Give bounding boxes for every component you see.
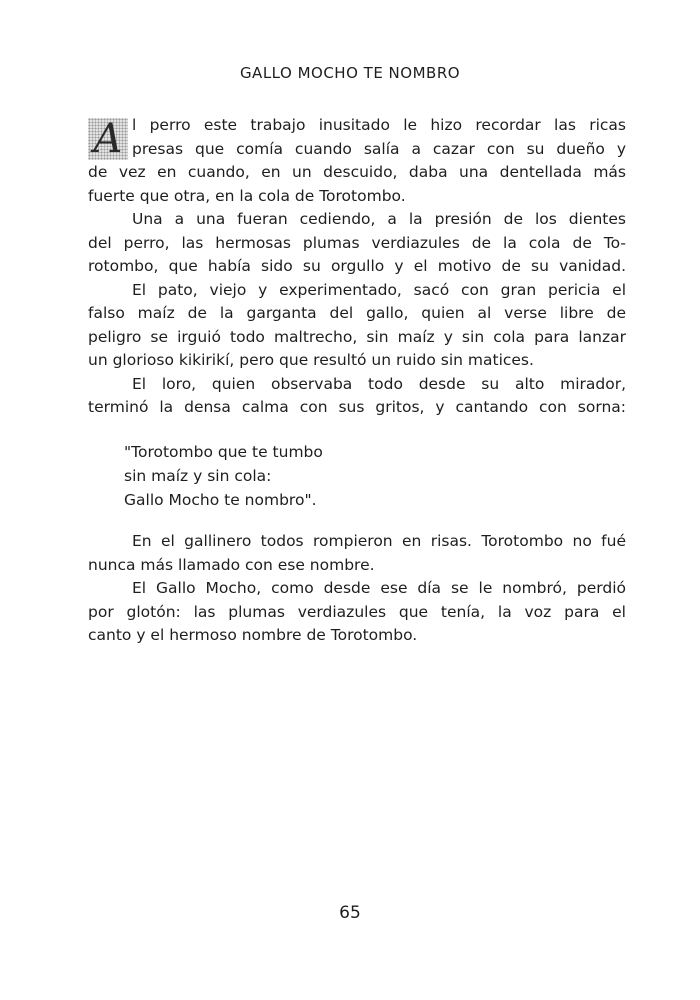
- text-line: presas que comía cuando salía a cazar con su dueño y: [132, 139, 626, 158]
- text-line: por glotón: las plumas verdiazules que tenía, la voz para el: [88, 602, 626, 621]
- poem-verse: [124, 440, 323, 512]
- text-line: rotombo, que había sido su orgullo y el motivo de su vanidad.: [88, 257, 626, 275]
- verse-line: Gallo Mocho te nombro".: [124, 491, 317, 509]
- text-line: un glorioso kikirikí, pero que resultó un ruido sin matices.: [88, 351, 534, 369]
- text-line: terminó la densa calma con sus gritos, y cantando con sorna:: [88, 398, 626, 416]
- text-line: canto y el hermoso nombre de Torotombo.: [88, 626, 418, 644]
- text-line: El pato, viejo y experimentado, sacó con gran pericia el: [132, 280, 626, 299]
- page-number: 65: [339, 903, 361, 923]
- text-line: nunca más llamado con ese nombre.: [88, 555, 375, 574]
- verse-line: sin maíz y sin cola:: [124, 467, 272, 485]
- text-line: l perro este trabajo inusitado le hizo recordar las ricas: [132, 116, 626, 134]
- text-line: del perro, las hermosas plumas verdiazules de la cola de To-: [88, 233, 626, 252]
- verse-line: "Torotombo que te tumbo: [124, 443, 323, 461]
- drop-cap-letter: A: [88, 118, 128, 160]
- story-text-upper: [88, 114, 626, 420]
- text-line: Una a una fueran cediendo, a la presión de los dientes: [132, 210, 626, 228]
- text-line: El loro, quien observaba todo desde su alto mirador,: [132, 374, 626, 393]
- text-line: de vez en cuando, en un descuido, daba una dentellada más: [88, 163, 626, 181]
- text-line: peligro se irguió todo maltrecho, sin maíz y sin cola para lanzar: [88, 327, 626, 346]
- story-text-lower: [88, 530, 626, 648]
- text-line: En el gallinero todos rompieron en risas. Torotombo no fué: [132, 532, 626, 550]
- text-line: falso maíz de la garganta del gallo, quien al verse libre de: [88, 304, 626, 322]
- chapter-title: GALLO MOCHO TE NOMBRO: [239, 64, 461, 82]
- text-line: El Gallo Mocho, como desde ese día se le nombró, perdió: [132, 579, 626, 597]
- text-line: fuerte que otra, en la cola de Torotombo.: [88, 186, 406, 205]
